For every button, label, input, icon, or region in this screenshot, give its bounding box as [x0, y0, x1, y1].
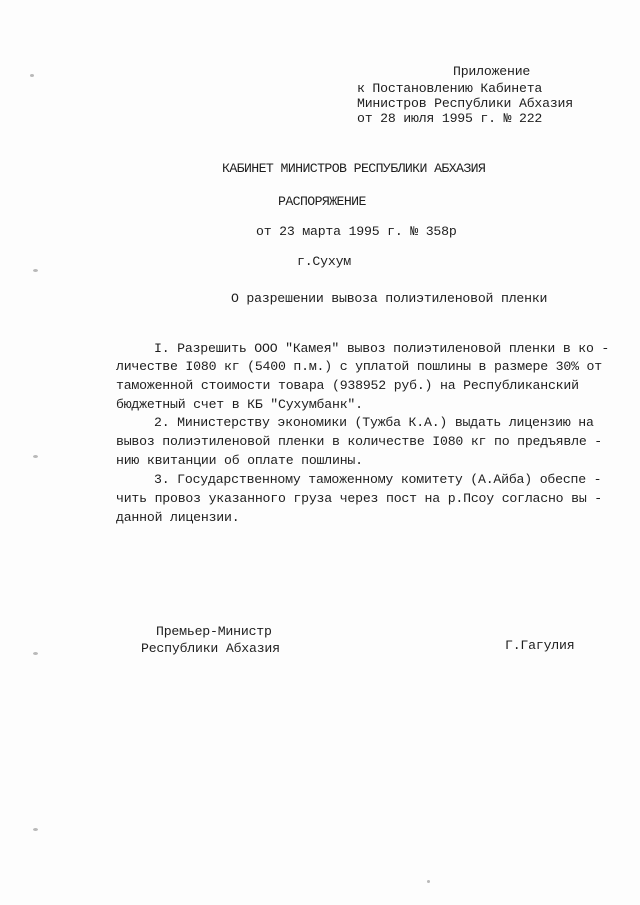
- appendix-line-3: Министров Республики Абхазия: [357, 96, 573, 111]
- body-line-6: вывоз полиэтиленовой пленки в количестве I080 кг по предъявле -: [116, 434, 602, 449]
- document-subject: О разрешении вывоза полиэтиленовой пленки: [231, 291, 548, 306]
- scan-speck: [33, 652, 38, 655]
- body-line-7: нию квитанции об оплате пошлины.: [116, 453, 363, 468]
- document-date-number: от 23 марта 1995 г. № 358р: [256, 224, 457, 239]
- scan-speck: [33, 269, 38, 272]
- scan-speck: [33, 828, 38, 831]
- body-line-2: личестве I080 кг (5400 п.м.) с уплатой пошлины в размере 30% от: [116, 359, 602, 374]
- document-type: РАСПОРЯЖЕНИЕ: [278, 194, 366, 209]
- cabinet-heading: КАБИНЕТ МИНИСТРОВ РЕСПУБЛИКИ АБХАЗИЯ: [222, 161, 486, 176]
- body-line-4: бюджетный счет в КБ "Сухумбанк".: [116, 397, 363, 412]
- body-line-8: 3. Государственному таможенному комитету (А.Айба) обеспе -: [154, 472, 602, 487]
- signatory-name: Г.Гагулия: [505, 638, 575, 653]
- body-line-1: I. Разрешить ООО "Камея" вывоз полиэтиленовой пленки в ко -: [154, 341, 610, 356]
- scan-speck: [427, 880, 430, 883]
- appendix-line-4: от 28 июля 1995 г. № 222: [357, 111, 543, 126]
- signatory-title-line-1: Премьер-Министр: [156, 624, 272, 639]
- scan-speck: [30, 74, 34, 77]
- body-line-5: 2. Министерству экономики (Тужба К.А.) выдать лицензию на: [154, 415, 594, 430]
- appendix-line-1: Приложение: [453, 64, 531, 79]
- scan-speck: [33, 455, 38, 458]
- document-place: г.Сухум: [297, 254, 351, 269]
- appendix-line-2: к Постановлению Кабинета: [357, 81, 543, 96]
- body-line-9: чить провоз указанного груза через пост на р.Псоу согласно вы -: [116, 491, 602, 506]
- body-line-3: таможенной стоимости товара (938952 руб.) на Республиканский: [116, 378, 579, 393]
- signatory-title-line-2: Республики Абхазия: [141, 641, 280, 656]
- body-line-10: данной лицензии.: [116, 510, 240, 525]
